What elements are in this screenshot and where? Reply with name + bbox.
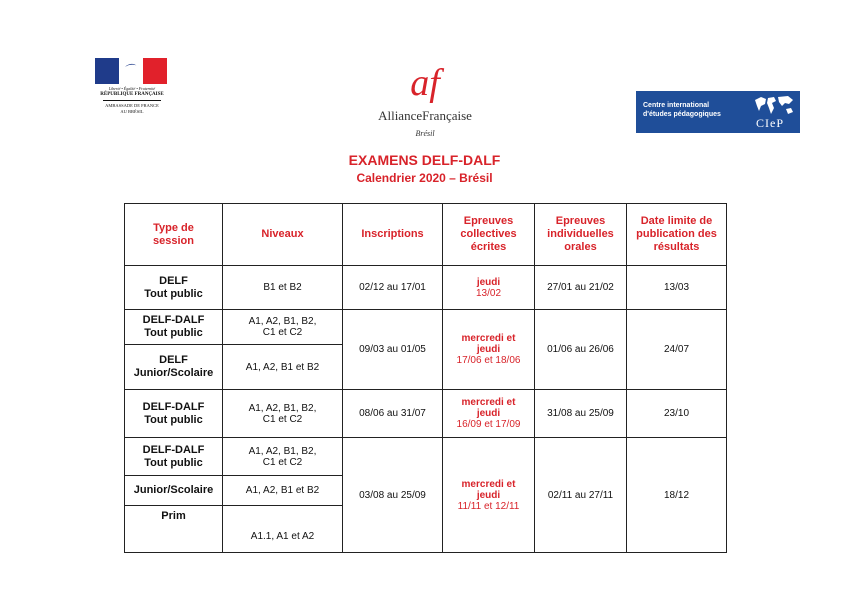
document-subtitle: Calendrier 2020 – Brésil: [356, 171, 493, 185]
ciep-logo: [636, 91, 800, 133]
header-line: Date limite de: [640, 215, 713, 227]
embassy-name: [93, 103, 171, 115]
niveaux-line: A1, A2, B1, B2,: [248, 402, 317, 414]
inscriptions-cell: 02/12 au 17/01: [343, 266, 443, 310]
resultats-cell: 18/12: [627, 438, 727, 553]
republique-francaise-logo: [93, 58, 171, 126]
ciep-full-name: [643, 101, 721, 119]
ecrites-date: 13/02: [475, 287, 502, 299]
ciep-acronym: CIeP: [756, 116, 784, 130]
ecrites-day: mercredi et: [461, 397, 516, 408]
session-line: Tout public: [144, 413, 203, 426]
session-line: DELF-DALF: [142, 400, 205, 413]
af-mark-icon: af: [410, 62, 440, 104]
session-line: Tout public: [144, 327, 203, 339]
ecrites-day: jeudi: [476, 489, 501, 501]
niveaux-cell: A1, A2, B1 et B2: [223, 476, 343, 506]
header-inscriptions: Inscriptions: [343, 204, 443, 266]
ecrites-cell: [443, 310, 535, 390]
inscriptions-cell: 03/08 au 25/09: [343, 438, 443, 553]
niveaux-cell: A1.1, A1 et A2: [223, 506, 343, 553]
ecrites-date: 17/06 et 18/06: [456, 355, 521, 366]
ecrites-cell: [443, 438, 535, 553]
niveaux-line: C1 et C2: [262, 327, 303, 338]
ecrites-day: jeudi: [476, 408, 501, 419]
header-line: écrites: [470, 241, 507, 253]
orales-cell: 01/06 au 26/06: [535, 310, 627, 390]
ciep-line-1: Centre international: [643, 102, 710, 109]
header-type-session: [125, 204, 223, 266]
divider: [103, 100, 161, 101]
header-line: Epreuves: [463, 215, 514, 227]
ecrites-date: 16/09 et 17/09: [456, 419, 521, 430]
session-type: Prim: [125, 506, 223, 553]
ciep-line-2: d'études pédagogiques: [643, 111, 721, 118]
exam-schedule-table: [124, 203, 726, 552]
niveaux-line: C1 et C2: [262, 456, 303, 468]
header-niveaux: Niveaux: [223, 204, 343, 266]
session-type: Junior/Scolaire: [125, 476, 223, 506]
ecrites-cell: [443, 390, 535, 438]
alliance-subtitle: Brésil: [415, 129, 435, 138]
header-epreuves-ecrites: [443, 204, 535, 266]
orales-cell: 27/01 au 21/02: [535, 266, 627, 310]
header-line: individuelles: [547, 228, 614, 240]
session-type: [125, 310, 223, 345]
inscriptions-cell: 09/03 au 01/05: [343, 310, 443, 390]
header-date-resultats: [627, 204, 727, 266]
ecrites-cell: [443, 266, 535, 310]
table-row: [125, 390, 727, 438]
session-line: DELF: [159, 354, 188, 366]
niveaux-cell: [223, 390, 343, 438]
session-line: DELF: [159, 274, 188, 287]
table-row: [125, 266, 727, 310]
header-line: publication des: [636, 228, 717, 240]
session-type: [125, 266, 223, 310]
table-row: [125, 438, 727, 476]
session-line: Tout public: [144, 287, 203, 300]
header-line: Type de: [153, 221, 194, 234]
session-line: DELF-DALF: [142, 314, 205, 326]
niveaux-line: A1, A2, B1, B2,: [248, 316, 317, 327]
embassy-line-2: AU BRÉSIL: [120, 109, 144, 114]
document-title: EXAMENS DELF-DALF: [348, 152, 501, 168]
orales-cell: 31/08 au 25/09: [535, 390, 627, 438]
session-line: Junior/Scolaire: [133, 367, 214, 379]
table-header-row: [125, 204, 727, 266]
session-type: [125, 390, 223, 438]
ecrites-date: 11/11 et 12/11: [457, 500, 520, 512]
session-line: Tout public: [144, 456, 203, 469]
niveaux-cell: [223, 310, 343, 345]
niveaux-cell: B1 et B2: [223, 266, 343, 310]
marianne-profile-icon: [112, 61, 142, 83]
resultats-cell: 24/07: [627, 310, 727, 390]
embassy-line-1: AMBASSADE DE FRANCE: [105, 103, 159, 108]
header-line: collectives: [460, 228, 517, 240]
world-map-icon: [752, 94, 796, 118]
table-row: [125, 310, 727, 345]
ecrites-day: mercredi et: [461, 478, 516, 490]
ecrites-day: jeudi: [476, 344, 501, 355]
ecrites-day: mercredi et: [461, 333, 516, 344]
header-line: session: [153, 234, 194, 247]
session-type: [125, 345, 223, 390]
header-line: Epreuves: [555, 215, 606, 227]
republic-name: RÉPUBLIQUE FRANÇAISE: [100, 92, 164, 97]
inscriptions-cell: 08/06 au 31/07: [343, 390, 443, 438]
republic-motto: Liberté • Égalité • Fraternité: [108, 86, 156, 91]
alliance-francaise-logo: [360, 62, 490, 146]
header-line: résultats: [653, 241, 700, 253]
niveaux-cell: A1, A2, B1 et B2: [223, 345, 343, 390]
niveaux-line: A1, A2, B1, B2,: [248, 445, 317, 457]
resultats-cell: 23/10: [627, 390, 727, 438]
header-line: orales: [564, 241, 597, 253]
session-type: [125, 438, 223, 476]
header-epreuves-orales: [535, 204, 627, 266]
niveaux-cell: [223, 438, 343, 476]
resultats-cell: 13/03: [627, 266, 727, 310]
alliance-name: AllianceFrançaise: [378, 108, 472, 123]
ecrites-day: jeudi: [476, 276, 501, 288]
niveaux-line: C1 et C2: [262, 413, 303, 425]
session-line: DELF-DALF: [142, 443, 205, 456]
orales-cell: 02/11 au 27/11: [535, 438, 627, 553]
